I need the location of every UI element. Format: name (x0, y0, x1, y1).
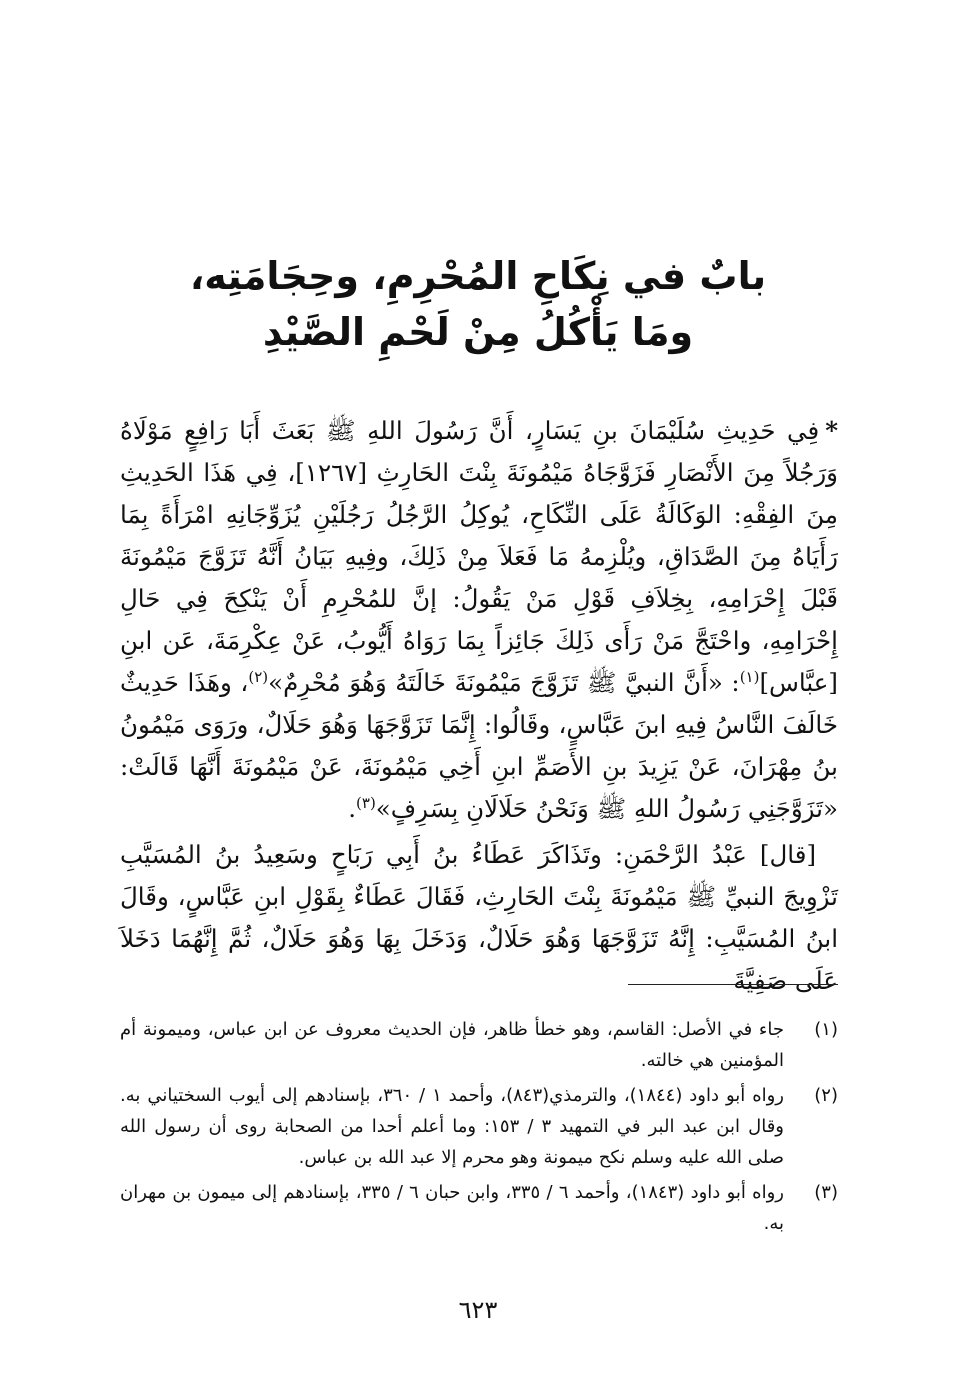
footnote-separator (628, 984, 838, 985)
footnote-ref-2: (٢) (248, 667, 269, 686)
footnote-3-text: رواه أبو داود (١٨٤٣)، وأحمد ٦ / ٣٣٥، وابن حبان ٦ / ٣٣٥، بإسنادهم إلى ميمون بن مهران به. (120, 1182, 784, 1234)
main-text (120, 410, 838, 1002)
footnote-2 (120, 1080, 838, 1173)
footnote-ref-1: (١) (739, 667, 760, 686)
chapter-title-line-2: ومَا يَأْكُلُ مِنْ لَحْمِ الصَّيْدِ (262, 310, 694, 354)
paragraph-2: [قال] عَبْدُ الرَّحْمَنِ: وتَذَاكَرَ عَطَاءُ بنُ أَبِي رَبَاحٍ وسَعِيدُ بنُ المُسَيَّبِ تَزْوِيجَ النبيِّ ﷺ مَيْمُونَةَ بِنْتَ الحَارِثِ، فَقَالَ عَطَاءٌ بِقَوْلِ ابنِ عَبَّاسٍ، وقَالَ ابنُ المُسَيَّبِ: إِنَّهُ تَزَوَّجَهَا وَهُوَ حَلَالٌ، وَدَخَلَ بِهَا وَهُوَ حَلَالٌ، ثُمَّ إِنَّهُمَا دَخَلاَ عَلَى صَفِيَّةَ (120, 840, 838, 995)
paragraph-1-text-c: ، وهَذَا حَدِيثٌ خَالَفَ النَّاسُ فِيهِ ابنَ عَبَّاسٍ، وقَالُوا: إِنَّمَا تَزَوَّجَهَا وَهُوَ حَلَالٌ، ورَوَى مَيْمُونُ بنُ مِهْرَانَ، عَنْ يَزِيدَ بنِ الأَصَمِّ ابنِ أَخِي مَيْمُونَةَ، عَنْ مَيْمُونَةَ أَنَّهَا قَالَتْ: «تَزَوَّجَنِي رَسُولُ اللهِ ﷺ وَنَحْنُ حَلَالَانِ بِسَرِفٍ» (120, 668, 838, 823)
paragraph-1-text-b: : «أَنَّ النبيَّ ﷺ تَزَوَّجَ مَيْمُونَةَ خَالَتَهُ وَهُوَ مُحْرِمٌ» (268, 668, 740, 697)
footnotes (120, 1014, 838, 1243)
footnote-ref-3: (٣) (356, 793, 376, 812)
star-marker: * (825, 416, 838, 445)
paragraph-1 (120, 410, 838, 830)
footnote-1-number: (١) (814, 1019, 838, 1040)
footnote-3 (120, 1177, 838, 1239)
paragraph-1-text-a: فِي حَدِيثِ سُلَيْمَانَ بنِ يَسَارٍ، أَنَّ رَسُولَ اللهِ ﷺ بَعَثَ أَبَا رَافِعٍ مَوْلَاهُ وَرَجُلاً مِنَ الأَنْصَارِ فَزَوَّجَاهُ مَيْمُونَةَ بِنْتَ الحَارِثِ [١٢٦٧]، فِي هَذَا الحَدِيثِ مِنَ الفِقْهِ: الوَكَالَةُ عَلَى النِّكَاحِ، يُوكِلُ الرَّجُلُ رَجُلَيْنِ يُزَوِّجَانِهِ امْرَأَةً بِمَا رَأَيَاهُ مِنَ الصَّدَاقِ، ويُلْزِمهُ مَا فَعَلاَ مِنْ ذَلِكَ، وفِيهِ بَيَانُ أَنَّهُ تَزَوَّجَ مَيْمُونَةَ قَبْلَ إِحْرَامِهِ، بِخِلاَفِ قَوْلِ مَنْ يَقُولُ: إنَّ للمُحْرِمِ أَنْ يَنْكِحَ فِي حَالِ إِحْرَامِهِ، واحْتَجَّ مَنْ رَأَى ذَلِكَ جَائِزاً بِمَا رَوَاهُ أَيُّوبُ، عَنْ عِكْرِمَةَ، عَن ابنِ [عبَّاس] (120, 416, 838, 697)
footnote-2-number: (٢) (814, 1085, 838, 1106)
footnote-1 (120, 1014, 838, 1076)
chapter-title (120, 248, 836, 360)
paragraph-1-end: . (348, 794, 357, 823)
chapter-title-line-1: بابٌ في نِكَاحِ المُحْرِمِ، وحِجَامَتِه، (189, 254, 767, 298)
footnote-2-text: رواه أبو داود (١٨٤٤)، والترمذي(٨٤٣)، وأحمد ١ / ٣٦٠، بإسنادهم إلى أيوب السختياني به. وقال ابن عبد البر في التمهيد ٣ / ١٥٣: وما أعلم أحدا من الصحابة روى أن رسول الله صلى الله عليه وسلم نكح ميمونة وهو محرم إلا عبد الله بن عباس. (120, 1085, 785, 1168)
page-number: ٦٢٣ (458, 1296, 498, 1324)
footnote-1-text: جاء في الأصل: القاسم، وهو خطأ ظاهر، فإن الحديث معروف عن ابن عباس، وميمونة أم المؤمنين هي خالته. (120, 1019, 784, 1071)
footnote-3-number: (٣) (814, 1182, 838, 1203)
